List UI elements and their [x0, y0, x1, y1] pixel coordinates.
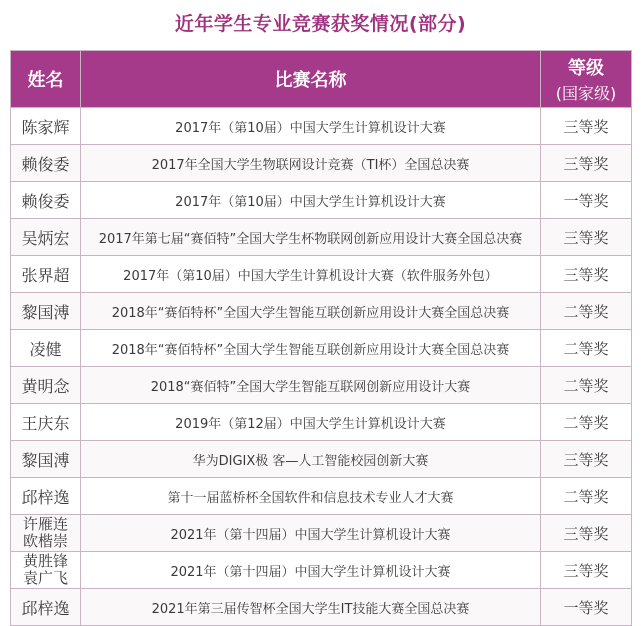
cell-competition: 华为DIGIX极 客—人工智能校园创新大赛	[81, 441, 541, 478]
cell-competition: 2021年（第十四届）中国大学生计算机设计大赛	[81, 515, 541, 552]
table-row	[11, 515, 632, 552]
cell-level: 二等奖	[541, 293, 632, 330]
header-name: 姓名	[11, 51, 81, 108]
awards-table	[10, 50, 632, 626]
table-row	[11, 108, 632, 145]
cell-level: 三等奖	[541, 145, 632, 182]
cell-name	[11, 330, 81, 367]
cell-level: 二等奖	[541, 478, 632, 515]
cell-competition: 2018年“赛佰特杯”全国大学生智能互联创新应用设计大赛全国总决赛	[81, 293, 541, 330]
cell-name	[11, 552, 81, 589]
cell-competition: 2017年（第10届）中国大学生计算机设计大赛	[81, 182, 541, 219]
cell-level: 二等奖	[541, 404, 632, 441]
cell-name	[11, 589, 81, 626]
cell-name	[11, 404, 81, 441]
table-row	[11, 330, 632, 367]
cell-level: 三等奖	[541, 552, 632, 589]
cell-level: 三等奖	[541, 256, 632, 293]
student-name: 欧楷崇	[22, 532, 68, 550]
student-name: 许雁连	[22, 515, 68, 533]
table-row	[11, 404, 632, 441]
cell-name	[11, 478, 81, 515]
cell-name	[11, 293, 81, 330]
header-level-sub: (国家级)	[555, 84, 617, 103]
table-row	[11, 293, 632, 330]
cell-competition: 2021年第三届传智杯全国大学生IT技能大赛全国总决赛	[81, 589, 541, 626]
table-row	[11, 552, 632, 589]
cell-competition: 2017年（第10届）中国大学生计算机设计大赛	[81, 108, 541, 145]
cell-level: 三等奖	[541, 219, 632, 256]
cell-name	[11, 182, 81, 219]
student-name: 袁广飞	[22, 569, 68, 587]
cell-name	[11, 367, 81, 404]
student-name: 黄明念	[21, 376, 70, 396]
student-name: 凌健	[29, 339, 62, 359]
cell-level: 二等奖	[541, 330, 632, 367]
student-name: 赖俊委	[21, 191, 70, 211]
cell-name	[11, 219, 81, 256]
cell-name	[11, 256, 81, 293]
student-name: 黄胜锋	[22, 552, 68, 570]
cell-level: 三等奖	[541, 441, 632, 478]
cell-name	[11, 441, 81, 478]
student-name: 黎国溥	[21, 302, 70, 322]
student-name: 张界超	[21, 265, 70, 285]
table-row	[11, 219, 632, 256]
header-level	[541, 51, 632, 108]
table-row	[11, 589, 632, 626]
cell-name	[11, 145, 81, 182]
cell-level: 三等奖	[541, 108, 632, 145]
cell-competition: 2019年（第12届）中国大学生计算机设计大赛	[81, 404, 541, 441]
student-name: 黎国溥	[21, 450, 70, 470]
table-row	[11, 256, 632, 293]
student-name: 赖俊委	[21, 154, 70, 174]
cell-level: 一等奖	[541, 182, 632, 219]
table-row	[11, 145, 632, 182]
table-row	[11, 182, 632, 219]
student-name: 邱梓逸	[21, 598, 70, 618]
cell-competition: 2017年第七届“赛佰特”全国大学生杯物联网创新应用设计大赛全国总决赛	[81, 219, 541, 256]
cell-level: 三等奖	[541, 515, 632, 552]
cell-name	[11, 515, 81, 552]
cell-level: 一等奖	[541, 589, 632, 626]
student-name: 陈家辉	[21, 117, 70, 137]
header-level-label: 等级	[568, 58, 604, 79]
cell-competition: 2017年（第10届）中国大学生计算机设计大赛（软件服务外包）	[81, 256, 541, 293]
page-title: 近年学生专业竞赛获奖情况(部分)	[174, 13, 467, 35]
table-body	[11, 108, 632, 626]
table-row	[11, 478, 632, 515]
table-row	[11, 441, 632, 478]
cell-level: 二等奖	[541, 367, 632, 404]
cell-competition: 2021年（第十四届）中国大学生计算机设计大赛	[81, 552, 541, 589]
student-name: 王庆东	[21, 413, 70, 433]
student-name: 邱梓逸	[21, 487, 70, 507]
cell-competition: 第十一届蓝桥杯全国软件和信息技术专业人才大赛	[81, 478, 541, 515]
table-row	[11, 367, 632, 404]
cell-competition: 2018年“赛佰特杯”全国大学生智能互联创新应用设计大赛全国总决赛	[81, 330, 541, 367]
cell-competition: 2018“赛佰特”全国大学生智能互联网创新应用设计大赛	[81, 367, 541, 404]
student-name: 吴炳宏	[21, 228, 70, 248]
table-header-row	[11, 51, 632, 108]
cell-name	[11, 108, 81, 145]
header-competition: 比赛名称	[81, 51, 541, 108]
cell-competition: 2017年全国大学生物联网设计竞赛（TI杯）全国总决赛	[81, 145, 541, 182]
